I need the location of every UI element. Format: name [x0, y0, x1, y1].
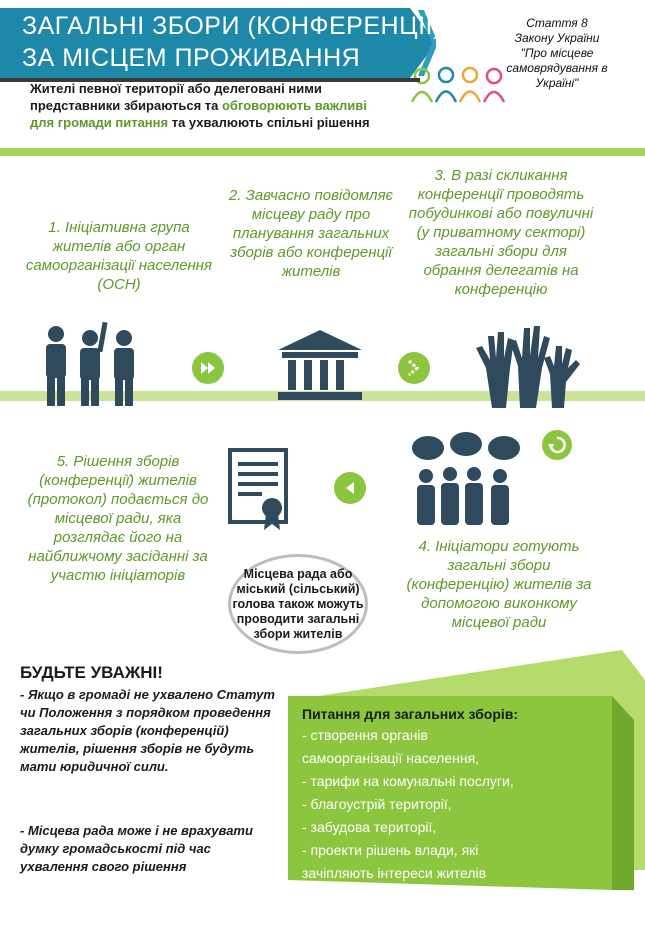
initiative-group-icon: [38, 320, 142, 406]
arrow-right-circle-2: [398, 352, 430, 384]
topics-list: [302, 704, 602, 885]
warning-item-1: - Якщо в громаді не ухвалено Статут чи Положення з порядком проведення загальних зборів (конференцій) жителів, рішення зборів не будуть мати юридичної сили.: [20, 687, 275, 774]
topic-item: самоорганізації населення,: [302, 750, 480, 766]
fast-forward-icon: [192, 352, 224, 384]
chevron-right-icon: [398, 352, 430, 384]
topic-item: - забудова території,: [302, 819, 437, 835]
law-reference-article: Стаття 8: [526, 16, 588, 30]
topic-item: - створення органів: [302, 727, 428, 743]
step-4-text: 4. Ініціатори готують загальні збори (конференцію) жителів за допомогою виконкому місцевої ради: [406, 538, 592, 631]
play-left-icon: [334, 472, 366, 504]
step-2-text: 2. Завчасно повідомляє місцеву раду про планування загальних зборів або конференції жителів: [228, 187, 394, 280]
law-reference-name: "Про місцеве самоврядування в Україні": [506, 46, 608, 90]
intro-highlight: обговорюють важливі для громади питання: [30, 98, 367, 130]
topic-item: - благоустрій території,: [302, 796, 452, 812]
intro-text-part-1: Жителі певної території або делеговані ними представники збираються та: [30, 81, 322, 113]
council-building-icon: [278, 330, 362, 400]
people-discussion-icon: [406, 430, 526, 530]
rotate-arrow-icon: [542, 430, 572, 460]
arrow-right-circle-1: [192, 352, 224, 384]
topic-item: зачіпляють інтереси жителів: [302, 865, 487, 881]
page-title-line-1: ЗАГАЛЬНІ ЗБОРИ (КОНФЕРЕНЦІЇ): [22, 12, 442, 40]
raised-hands-icon: [472, 318, 582, 408]
topic-item: - тарифи на комунальні послуги,: [302, 773, 514, 789]
topic-item: - проекти рішень влади, які: [302, 842, 479, 858]
green-stripe-top: [0, 148, 645, 156]
intro-text: [30, 80, 390, 131]
page-title-line-2: ЗА МІСЦЕМ ПРОЖИВАННЯ: [22, 44, 361, 72]
protocol-document-icon: [228, 448, 292, 530]
step-5-text: 5. Рішення зборів (конференції) жителів (протокол) подається до місцевої ради, яка розглядає його на найближчому засіданні за участю ініціаторів: [27, 453, 209, 584]
topics-title: Питання для загальних зборів:: [302, 706, 519, 722]
title-banner: [0, 8, 442, 78]
council-note-bubble: Місцева рада або міський (сільський) голова також можуть проводити загальні збори жителів: [228, 554, 368, 654]
arrow-left-circle: [334, 472, 366, 504]
people-group-icon: [410, 64, 510, 104]
warning-title: БУДЬТЕ УВАЖНІ!: [20, 663, 163, 682]
step-3-text: 3. В разі скликання конференції проводять побудинкові або повуличні (у приватному секторі) загальні збори для обрання делегатів на конференцію: [408, 167, 594, 298]
law-reference-law: Закону України: [514, 31, 600, 45]
warning-item-2: - Місцева рада може і не врахувати думку громадськості під час ухвалення свого рішення: [20, 823, 253, 874]
step-1-text: 1. Ініціативна група жителів або орган самоорганізації населення (ОСН): [25, 219, 213, 293]
intro-text-part-2: та ухвалюють спільні рішення: [168, 115, 370, 130]
arrow-return-circle: [542, 430, 572, 460]
